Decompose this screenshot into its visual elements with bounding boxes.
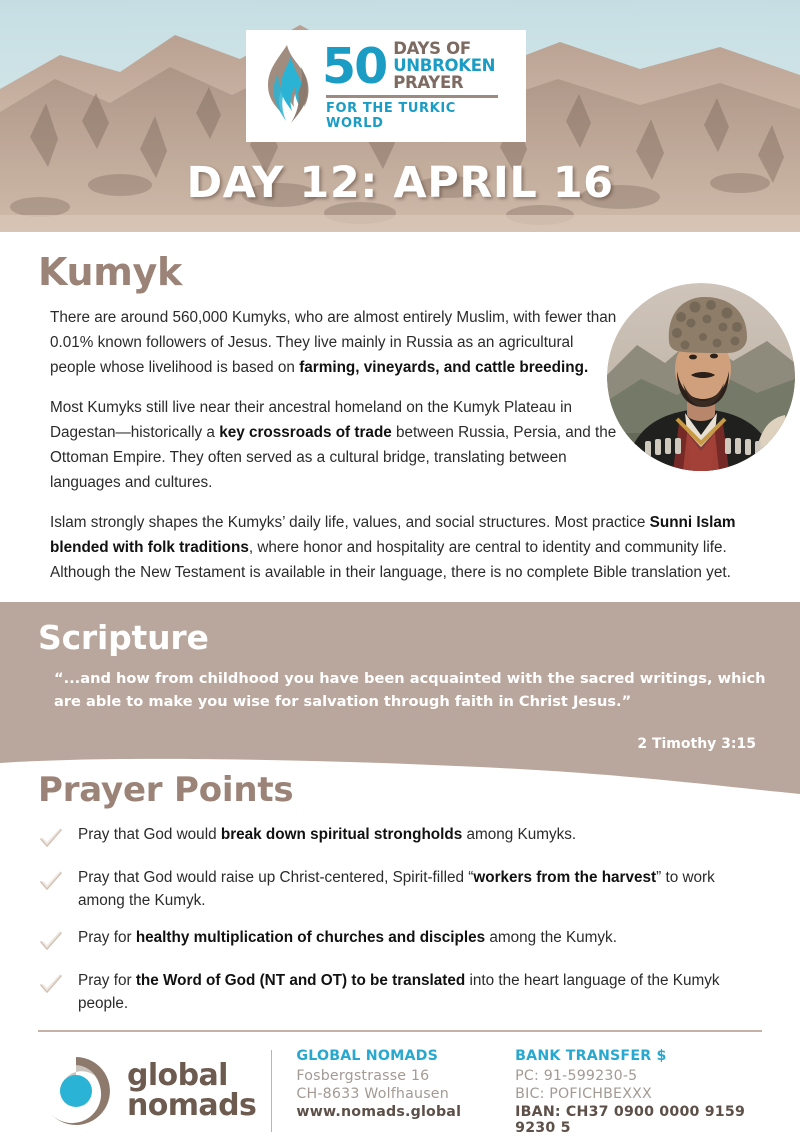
footer-column-bank: [515, 1048, 762, 1136]
logo-divider: [326, 95, 498, 98]
brand-line-global: global: [127, 1057, 228, 1093]
fifty-days-logo: [246, 30, 526, 142]
scripture-quote: “...and how from childhood you have been acquainted with the sacred writings, which are able to make you wise for salvation through faith in Christ Jesus.”: [54, 669, 766, 711]
prayer-point-item: [38, 927, 762, 955]
footer-address-heading: GLOBAL NOMADS: [296, 1048, 439, 1065]
prayer-point-item: [38, 970, 762, 1015]
footer-bank-pc: PC: 91-599230-5: [515, 1068, 638, 1085]
logo-line-unbroken: UNBROKEN: [393, 55, 496, 75]
global-nomads-brand: [38, 1053, 267, 1129]
footer-bank-bic: BIC: POFICHBEXXX: [515, 1086, 652, 1103]
footer-bank-iban: IBAN: CH37 0900 0000 9159 9230 5: [515, 1104, 746, 1136]
prayer-point-item: [38, 824, 762, 852]
portrait-photo: [607, 283, 795, 471]
article-section: [0, 250, 800, 586]
prayer-point-text: Pray that God would break down spiritual strongholds among Kumyks.: [78, 825, 577, 843]
logo-line-days-of: DAYS OF: [393, 39, 471, 58]
scripture-heading: Scripture: [38, 617, 209, 657]
hero-banner: [0, 0, 800, 232]
article-paragraph-2: Most Kumyks still live near their ancestral homeland on the Kumyk Plateau in Dagestan—historically a key crossroads of trade between Russia, Persia, and the Ottoman Empire. They often served as a cultural bridge, translating between languages and cultures.: [50, 399, 617, 491]
check-mark-icon: [38, 826, 64, 852]
logo-line-prayer: PRAYER: [393, 72, 464, 92]
prayer-point-text: Pray for healthy multiplication of churches and disciples among the Kumyk.: [78, 929, 617, 947]
check-mark-icon: [38, 869, 64, 895]
people-group-title: Kumyk: [38, 250, 182, 294]
prayer-point-text: Pray for the Word of God (NT and OT) to be translated into the heart language of the Kumyk people.: [78, 972, 720, 1012]
article-paragraph-3: Islam strongly shapes the Kumyks’ daily life, values, and social structures. Most practice Sunni Islam blended with folk traditions, where honor and hospitality are central to identity and community life. Although the New Testament is available in their language, there is no complete Bible translation yet.: [50, 514, 736, 581]
global-nomads-spiral-logo: [38, 1053, 114, 1129]
logo-number-50: 50: [322, 37, 387, 95]
prayer-points-section: [0, 770, 800, 1016]
footer-bank-heading: BANK TRANSFER $: [515, 1048, 667, 1065]
prayer-point-text: Pray that God would raise up Christ-centered, Spirit-filled “workers from the harvest” to work among the Kumyk.: [78, 868, 715, 909]
footer-address-line-2: CH-8633 Wolfhausen: [296, 1086, 449, 1103]
page-title: DAY 12: APRIL 16: [186, 158, 614, 208]
scripture-reference: 2 Timothy 3:15: [637, 735, 756, 752]
footer-vertical-divider: [271, 1050, 273, 1132]
footer-address-line-1: Fosbergstrasse 16: [296, 1068, 430, 1085]
prayer-point-item: [38, 867, 762, 912]
check-mark-icon: [38, 972, 64, 998]
footer-column-address: [296, 1048, 461, 1136]
footer-website-link[interactable]: www.nomads.global: [296, 1104, 462, 1121]
flame-icon: [260, 43, 314, 129]
logo-subtitle: FOR THE TURKIC WORLD: [326, 100, 456, 131]
footer: [0, 1032, 800, 1136]
prayer-points-heading: Prayer Points: [38, 769, 294, 810]
check-mark-icon: [38, 929, 64, 955]
scripture-band: [0, 602, 800, 756]
brand-line-nomads: nomads: [127, 1088, 257, 1124]
article-paragraph-1: There are around 560,000 Kumyks, who are almost entirely Muslim, with fewer than 0.01% known followers of Jesus. They live mainly in Russia as an agricultural people whose livelihood is based on farming, vineyards, and cattle breeding.: [50, 309, 617, 376]
